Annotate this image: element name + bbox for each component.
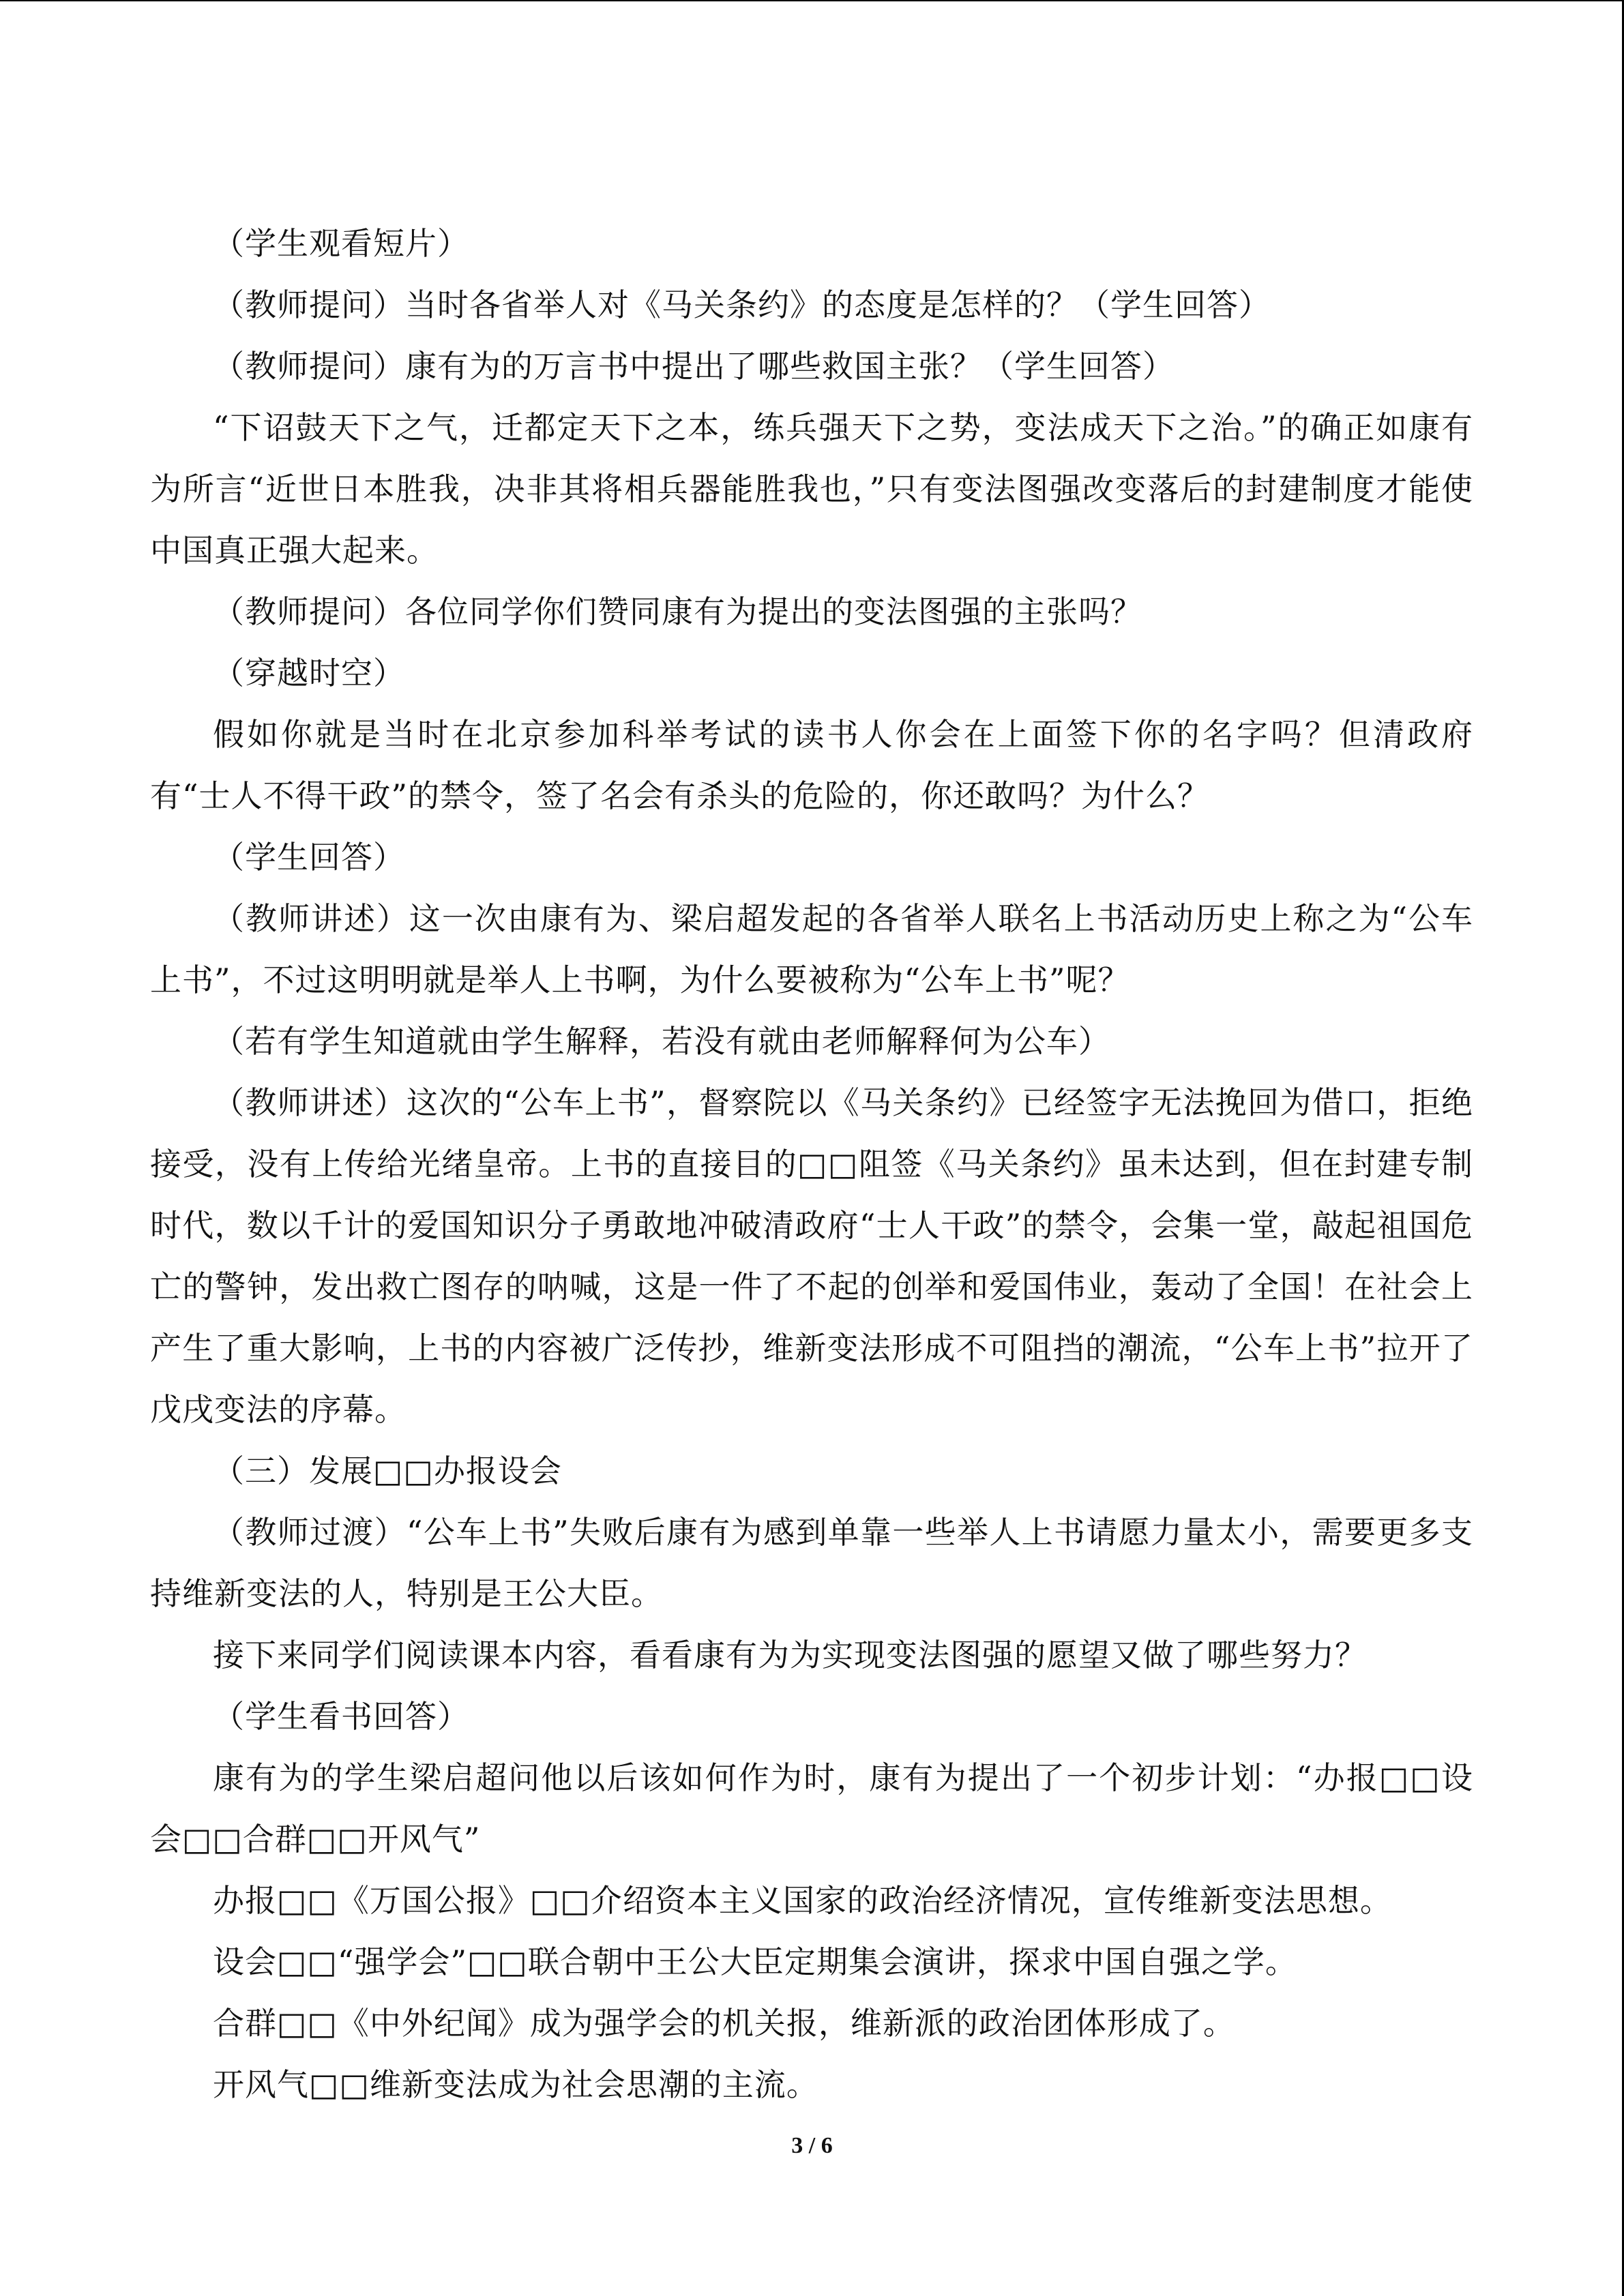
paragraph-11: （教师讲述）这次的“公车上书”，督察院以《马关条约》已经签字无法挽回为借口，拒绝接受，没有上传给光绪皇帝。上书的直接目的□□阻签《马关条约》虽未达到，但在封建专制时代，数以千计的爱国知识分子勇敢地冲破清政府“士人干政”的禁令，会集一堂，敲起祖国危亡的警钟，发出救亡图存的呐喊，这是一件了不起的创举和爱国伟业，轰动了全国！在社会上产生了重大影响，上书的内容被广泛传抄，维新变法形成不可阻挡的潮流，“公车上书”拉开了戊戌变法的序幕。 (150, 1084, 1473, 1428)
paragraph-4: “下诏鼓天下之气，迁都定天下之本，练兵强天下之势，变法成天下之治。”的确正如康有为所言“近世日本胜我，决非其将相兵器能胜我也，”只有变法图强改变落后的封建制度才能使中国真正强大起来。 (150, 409, 1473, 569)
paragraph-15: （学生看书回答） (213, 1698, 469, 1735)
paragraph-14: 接下来同学们阅读课本内容，看看康有为为实现变法图强的愿望又做了哪些努力？ (213, 1637, 1367, 1673)
paragraph-20: 开风气□□维新变法成为社会思潮的主流。 (213, 2066, 818, 2103)
document-body (150, 213, 1473, 2115)
paragraph-6: （穿越时空） (213, 655, 405, 691)
paragraph-10: （若有学生知道就由学生解释，若没有就由老师解释何为公车） (213, 1023, 1110, 1060)
page-number: 3 / 6 (791, 2133, 833, 2158)
paragraph-19: 合群□□《中外纪闻》成为强学会的机关报，维新派的政治团体形成了。 (213, 2005, 1235, 2042)
section-heading: （三）发展□□办报设会 (213, 1452, 562, 1489)
paragraph-17: 办报□□《万国公报》□□介绍资本主义国家的政治经济情况，宣传维新变法思想。 (213, 1882, 1392, 1919)
paragraph-2: （教师提问）当时各省举人对《马关条约》的态度是怎样的？（学生回答） (213, 286, 1271, 323)
paragraph-13: （教师过渡）“公车上书”失败后康有为感到单靠一些举人上书请愿力量太小，需要更多支持维新变法的人，特别是王公大臣。 (150, 1514, 1473, 1612)
paragraph-3: （教师提问）康有为的万言书中提出了哪些救国主张？（学生回答） (213, 348, 1175, 385)
paragraph-1: （学生观看短片） (213, 225, 469, 262)
paragraph-8: （学生回答） (213, 839, 405, 876)
paragraph-9: （教师讲述）这一次由康有为、梁启超发起的各省举人联名上书活动历史上称之为“公车上书”，不过这明明就是举人上书啊，为什么要被称为“公车上书”呢？ (150, 900, 1473, 998)
paragraph-16: 康有为的学生梁启超问他以后该如何作为时，康有为提出了一个初步计划：“办报□□设会□□合群□□开风气” (150, 1759, 1473, 1858)
page-border-top (0, 0, 1624, 1)
paragraph-18: 设会□□“强学会”□□联合朝中王公大臣定期集会演讲，探求中国自强之学。 (213, 1943, 1297, 1980)
paragraph-7: 假如你就是当时在北京参加科举考试的读书人你会在上面签下你的名字吗？但清政府有“士人不得干政”的禁令，签了名会有杀头的危险的，你还敢吗？为什么？ (150, 716, 1473, 814)
paragraph-5: （教师提问）各位同学你们赞同康有为提出的变法图强的主张吗？ (213, 593, 1142, 630)
